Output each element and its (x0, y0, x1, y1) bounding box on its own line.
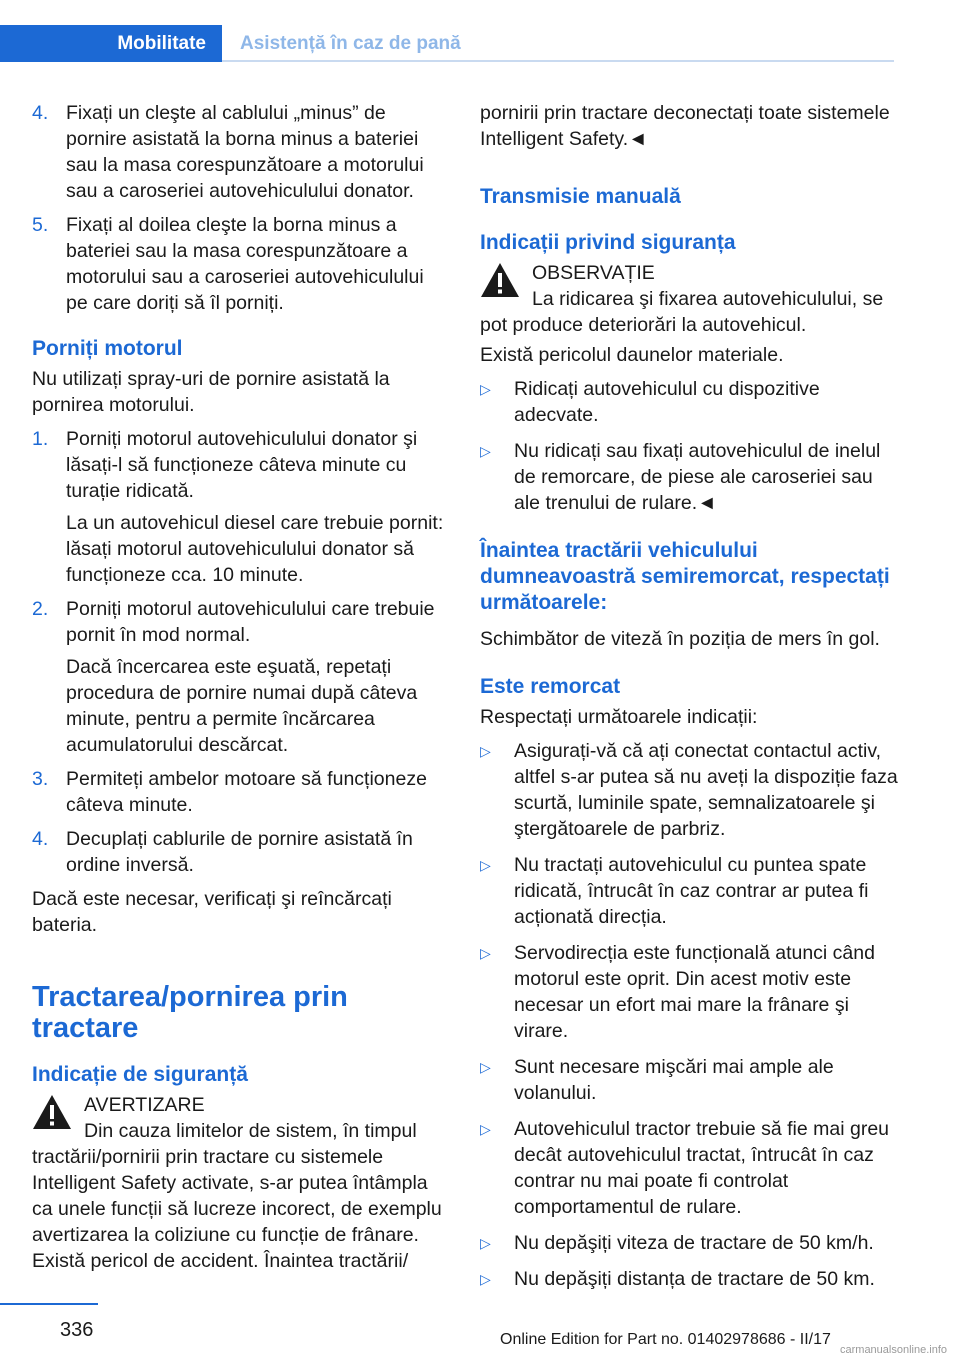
triangle-bullet-icon: ▷ (480, 1059, 491, 1075)
before-towing-text: Schimbător de viteză în poziția de mers în gol. (480, 628, 880, 650)
list-item (480, 438, 900, 516)
warning-icon (32, 1094, 72, 1130)
right-column (480, 100, 900, 1302)
step-number: 4. (32, 102, 49, 124)
step-text: Porniți motorul autovehiculului care trebuie pornit în mod normal. (66, 598, 435, 646)
list-item (32, 766, 450, 818)
edition-text: Online Edition for Part no. 01402978686 - II/17 (500, 1331, 831, 1348)
towed-intro: Respectați următoarele indicații: (480, 706, 758, 728)
safety-notes-heading: Indicații privind siguranța (480, 231, 736, 254)
list-item (480, 1116, 900, 1220)
list-item (480, 1230, 900, 1256)
triangle-bullet-icon: ▷ (480, 1235, 491, 1251)
header-divider (222, 60, 894, 62)
warning-block (32, 1092, 450, 1274)
triangle-bullet-icon: ▷ (480, 743, 491, 759)
triangle-bullet-icon: ▷ (480, 945, 491, 961)
bullet-text: Servodirecția este funcțională atunci când motorul este oprit. Din acest motiv este necesar un efort mai mare la frânare şi virare. (514, 942, 875, 1042)
step-number: 5. (32, 214, 49, 236)
step-text: Porniți motorul autovehiculului donator şi lăsați-l să funcționeze câteva minute cu turație ridicată. (66, 428, 418, 502)
note-block (480, 260, 900, 338)
bullet-text: Sunt necesare mişcări mai ample ale volanului. (514, 1056, 834, 1104)
step-number: 4. (32, 828, 49, 850)
page-header (0, 25, 960, 62)
bullet-text: Ridicați autovehiculul cu dispozitive adecvate. (514, 378, 820, 426)
watermark: carmanualsonline.info (840, 1344, 948, 1356)
bullet-text: Nu tractați autovehiculul cu puntea spate ridicată, întrucât în caz contrar ar putea fi acționată direcția. (514, 854, 869, 928)
list-item (32, 426, 450, 588)
tab-asistenta[interactable]: Asistență în caz de pană (240, 33, 461, 54)
warning-body: Din cauza limitelor de sistem, în timpul tractării/pornirii prin tractare cu sistemele Intelligent Safety activate, s-ar putea întâmpla ca unele funcții să lucreze incorect, de exemplu avertizarea la coliziune cu funcție de frânare. Există pericol de accident. Înaintea tractării/ (32, 1120, 442, 1272)
triangle-bullet-icon: ▷ (480, 857, 491, 873)
list-item (480, 852, 900, 930)
safety-heading: Indicație de siguranță (32, 1063, 248, 1086)
list-item (32, 212, 450, 316)
step-number: 3. (32, 768, 49, 790)
list-item (32, 100, 450, 204)
bullet-text: Autovehiculul tractor trebuie să fie mai greu decât autovehiculul tractat, întrucât în caz contrar nu mai poate fi controlat comportamentul de rulare. (514, 1118, 890, 1218)
note-title: OBSERVAȚIE (532, 262, 655, 284)
bullet-text: Nu depăşiți viteza de tractare de 50 km/h. (514, 1232, 874, 1254)
list-item (480, 940, 900, 1044)
bullet-text: Nu ridicați sau fixați autovehiculul de inelul de remorcare, de piese ale caroseriei sau ale trenului de rulare.◄ (514, 440, 881, 514)
list-item (32, 596, 450, 758)
list-item (32, 826, 450, 878)
step-number: 2. (32, 598, 49, 620)
towed-heading: Este remorcat (480, 675, 621, 698)
note-risk: Există pericolul daunelor materiale. (480, 344, 784, 366)
bullet-text: Asigurați-vă că ați conectat contactul activ, altfel s-ar putea să nu aveți la dispoziție faza scurtă, luminile spate, semnalizatoarele şi ştergătoarele de parbriz. (514, 740, 898, 840)
step-extra: La un autovehicul diesel care trebuie pornit: lăsați motorul autovehiculului donator să funcționeze cca. 10 minute. (66, 512, 444, 586)
start-intro: Nu utilizați spray-uri de pornire asistată la pornirea motorului. (32, 368, 390, 416)
triangle-bullet-icon: ▷ (480, 381, 491, 397)
step-text: Permiteți ambelor motoare să funcționeze câteva minute. (66, 768, 427, 816)
footer-divider (0, 1303, 98, 1305)
warning-continued: pornirii prin tractare deconectați toate sistemele Intelligent Safety.◄ (480, 102, 890, 150)
step-extra: Dacă încercarea este eşuată, repetați procedura de pornire numai după câteva minute, pentru a permite încărcarea acumulatorului descărcat. (66, 656, 418, 756)
list-item (480, 1054, 900, 1106)
triangle-bullet-icon: ▷ (480, 1121, 491, 1137)
recharge-text: Dacă este necesar, verificați şi reîncărcați bateria. (32, 888, 392, 936)
tab-mobilitate[interactable]: Mobilitate (0, 25, 222, 62)
step-text: Fixați un cleşte al cablului „minus” de pornire asistată la borna minus a bateriei sau la masa corespunzătoare a motorului sau a caroseriei autovehiculului donator. (66, 102, 424, 202)
start-engine-heading: Porniți motorul (32, 337, 183, 360)
note-body: La ridicarea şi fixarea autovehiculului, se pot produce deteriorări la autovehicul. (480, 288, 884, 336)
page-number: 336 (60, 1319, 94, 1341)
warning-title: AVERTIZARE (84, 1094, 205, 1116)
list-item (480, 738, 900, 842)
manual-transmission-heading: Transmisie manuală (480, 185, 681, 208)
list-item (480, 376, 900, 428)
before-towing-heading: Înaintea tractării vehiculului dumneavoastră semiremorcat, respectați următoarele: (480, 539, 890, 614)
warning-icon (480, 262, 520, 298)
section-title: Tractarea/pornirea prin tractare (32, 981, 348, 1044)
step-text: Fixați al doilea cleşte la borna minus a bateriei sau la masa corespunzătoare a motorului sau a caroseriei autovehiculului pe care doriți să îl porniți. (66, 214, 424, 314)
triangle-bullet-icon: ▷ (480, 1271, 491, 1287)
step-number: 1. (32, 428, 49, 450)
list-item (480, 1266, 900, 1292)
triangle-bullet-icon: ▷ (480, 443, 491, 459)
step-text: Decuplați cablurile de pornire asistată în ordine inversă. (66, 828, 413, 876)
bullet-text: Nu depăşiți distanța de tractare de 50 km. (514, 1268, 875, 1290)
left-column (32, 100, 450, 1278)
